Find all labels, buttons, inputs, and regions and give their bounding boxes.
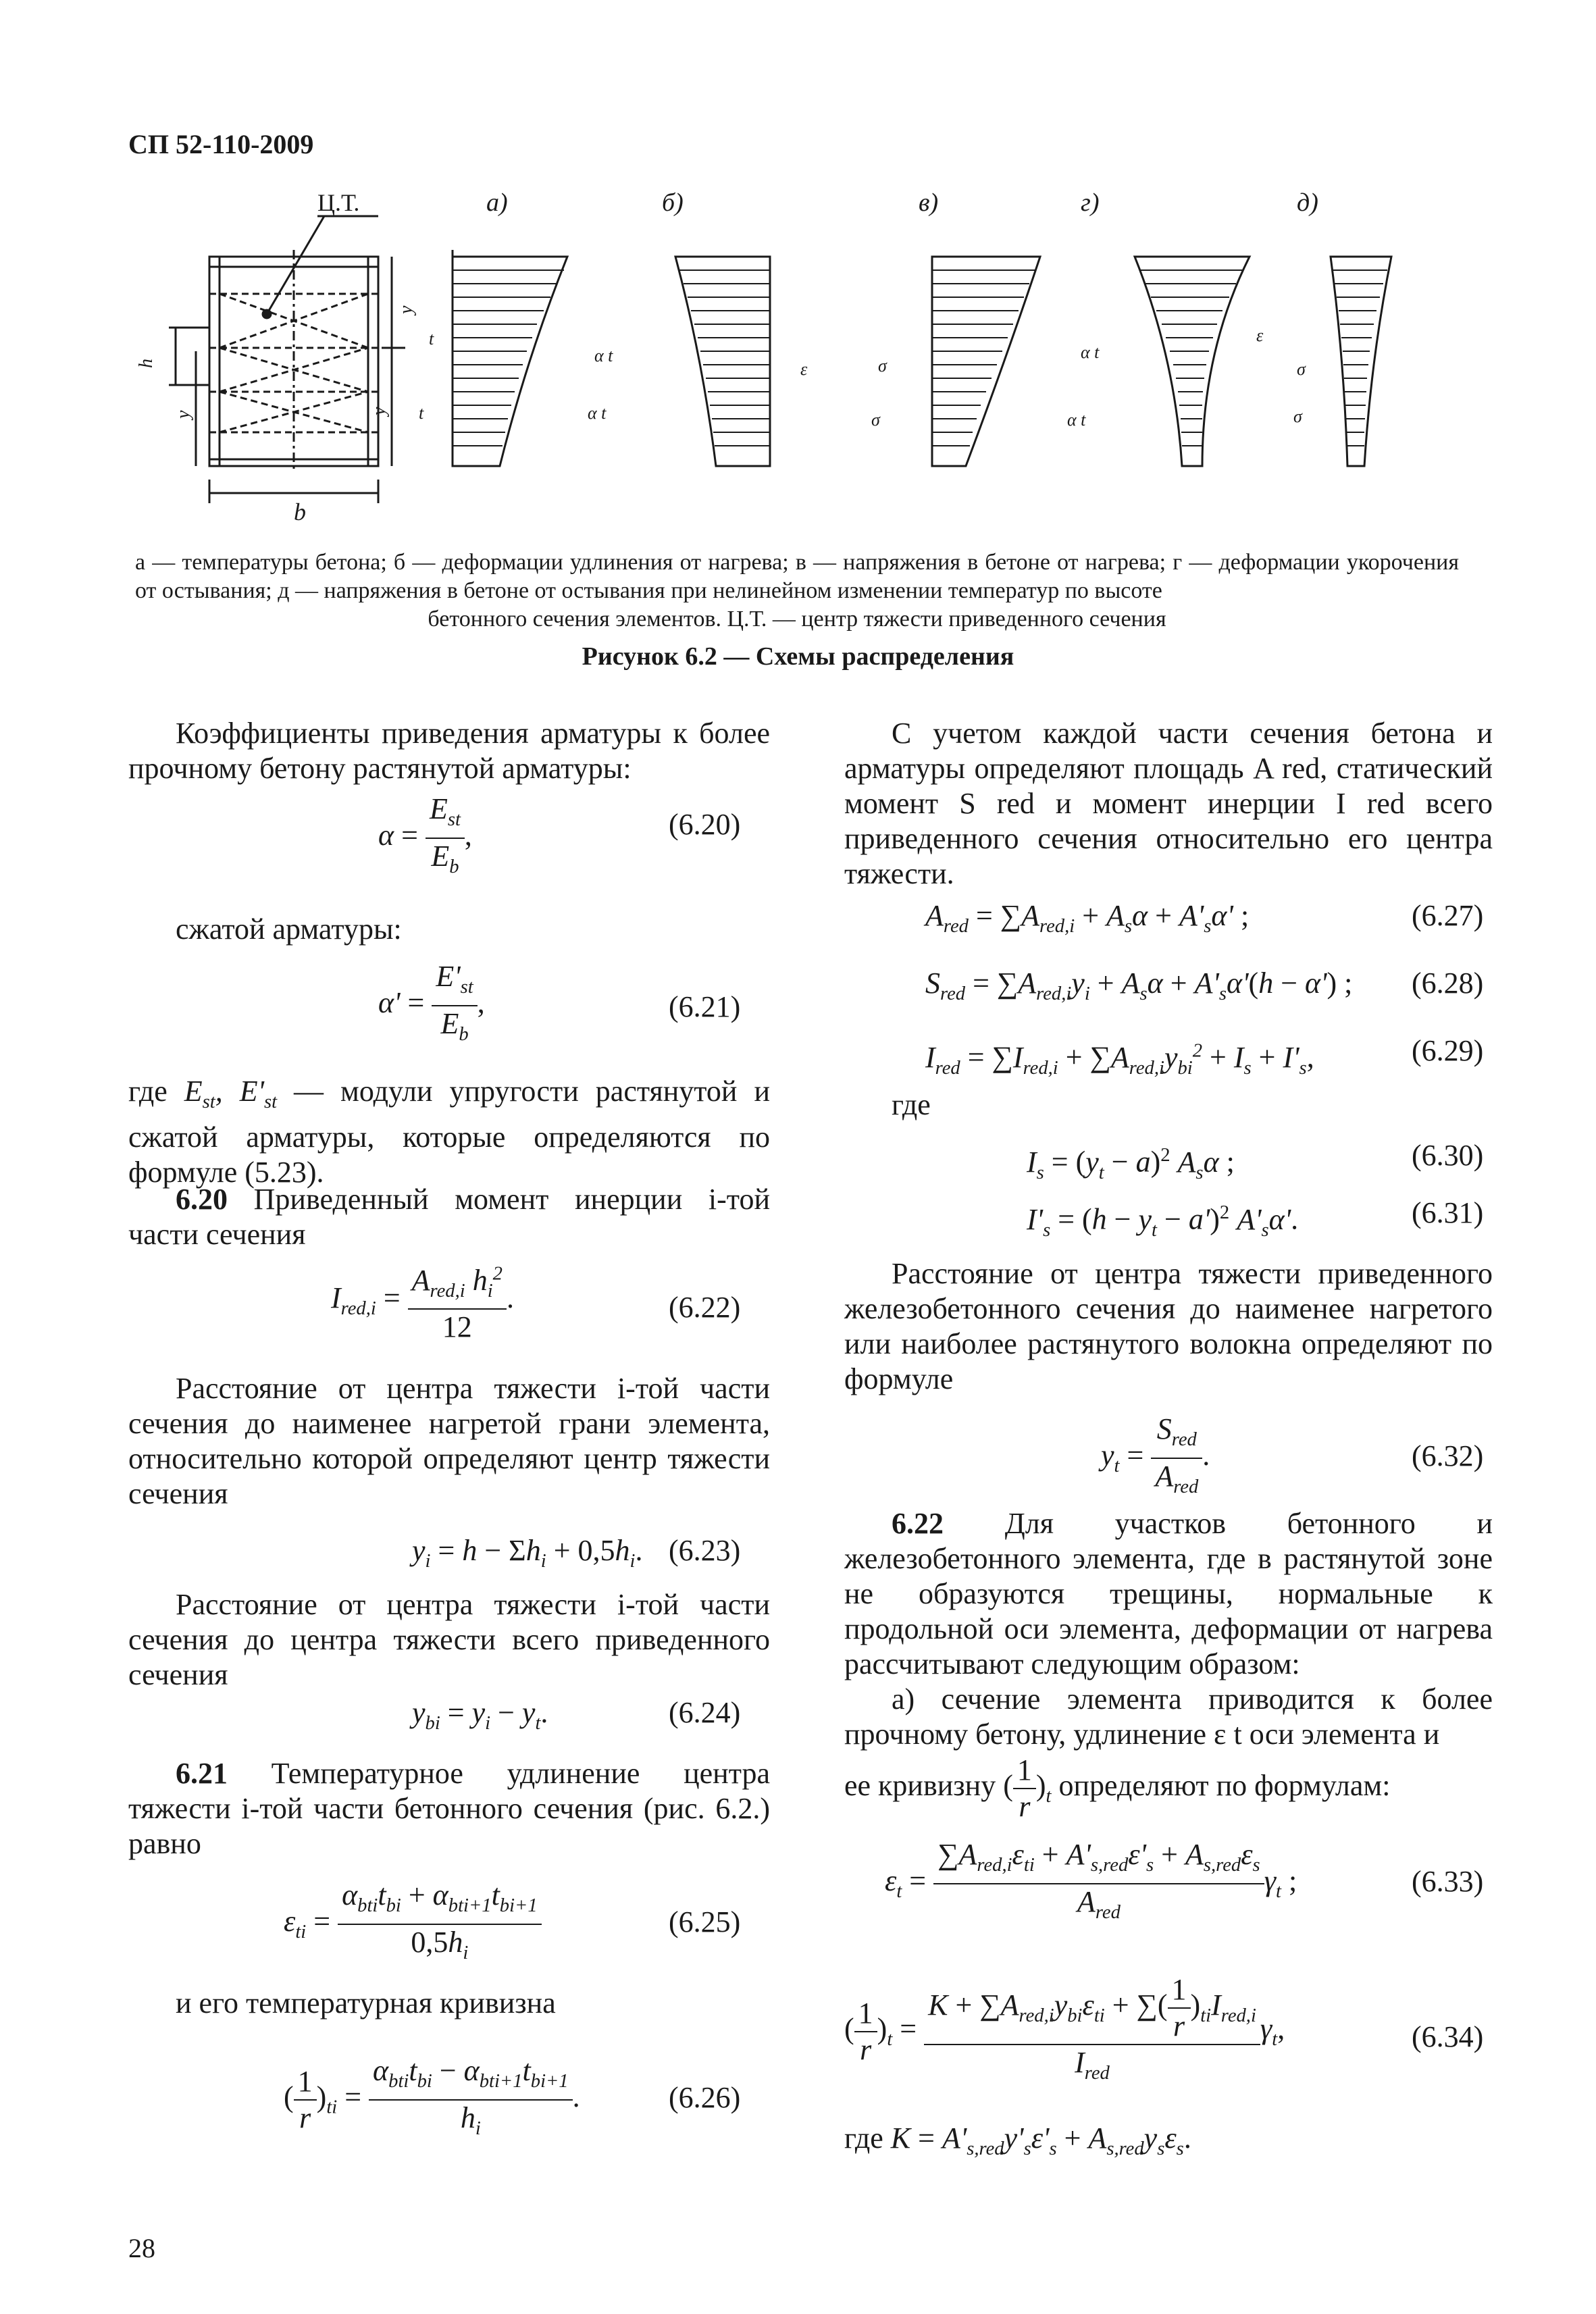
figure-legend: [135, 548, 1459, 634]
right-paragraph-k: где $K = A'_{s,red}y'_s\varepsilon'_s + A_{s,red}y_s\varepsilon_s$.: [844, 2122, 1191, 2159]
right-column: [844, 716, 1493, 2202]
equation-number-6-32: (6.32): [1412, 1439, 1484, 1472]
left-column: [128, 716, 770, 2202]
figure-legend-line-2: бетонного сечения элементов. Ц.Т. — центр тяжести приведенного сечения: [428, 607, 1166, 632]
svg-text:α t: α t: [1067, 410, 1086, 430]
equation-number-6-29: (6.29): [1412, 1034, 1484, 1067]
distribution-schemes-diagram: [122, 182, 1472, 534]
where-word: где: [128, 1075, 168, 1108]
left-paragraph-1: Коэффициенты приведения арматуры к более прочному бетону растянутой арматуры:: [128, 717, 770, 785]
clause-6-21-number: 6.21: [176, 1757, 228, 1790]
left-paragraph-3: где $E_{st}$, $E'_{st}$ — модули упругости растянутой и сжатой арматуры, которые определяются по формуле (5.23).: [128, 1075, 770, 1189]
equation-number-6-33: (6.33): [1412, 1865, 1484, 1898]
equation-number-6-28: (6.28): [1412, 967, 1484, 1000]
left-paragraph-4: [128, 1182, 770, 1252]
document-header: СП 52-110-2009: [128, 129, 314, 159]
page-number: 28: [128, 2233, 155, 2263]
svg-text:σ: σ: [1297, 359, 1306, 379]
where-k-label: где: [844, 2122, 883, 2155]
ct-label: Ц.Т.: [317, 189, 360, 216]
svg-text:t: t: [419, 403, 424, 423]
right-paragraph-5: ее кривизну ( $\frac{1}{r}$ )$_t$ определяют по формулам:: [844, 1753, 1391, 1823]
svg-text:y: y: [396, 305, 417, 314]
equation-6-25: $\varepsilon_{ti}$ = $\frac{\alpha_{bti}t_{bi} + \alpha_{bti+1}t_{bi+1}}{0,5h_i}$: [284, 1878, 542, 1971]
equation-6-28: $S_{red} = \sum A_{red,i}y_i + A_s\alpha + A'_s\alpha'(h - \alpha')$ ;: [925, 967, 1353, 1004]
equation-number-6-27: (6.27): [1412, 899, 1484, 932]
dim-b-label: b: [294, 498, 306, 525]
equation-number-6-34: (6.34): [1412, 2020, 1484, 2053]
left-paragraph-5: Расстояние от центра тяжести i-той части сечения до наименее нагретой грани элемента, относительно которой определяют центр тяжести сечения: [128, 1372, 770, 1510]
left-paragraph-2: сжатой арматуры:: [176, 912, 402, 946]
svg-text:y: y: [173, 410, 194, 419]
equation-number-6-24: (6.24): [669, 1696, 741, 1729]
right-paragraph-1: С учетом каждой части сечения бетона и арматуры определяют площадь A red, статический момент S red и момент инерции I red всего приведенного сечения относительно его центра тяжести.: [844, 717, 1493, 890]
equation-6-29: $I_{red} = \sum I_{red,i} + \sum A_{red,i}y_{bi}^2 + I_s + I'_s$,: [925, 1040, 1314, 1079]
curvature-intro: ее кривизну: [844, 1769, 996, 1803]
equation-6-32: $y_t$ = $\frac{S_{red}}{A_{red}}$ .: [1101, 1412, 1210, 1497]
figure-title: Рисунок 6.2 — Схемы распределения: [582, 642, 1014, 671]
svg-text:h: h: [136, 359, 157, 368]
svg-text:t: t: [429, 329, 434, 349]
equation-number-6-23: (6.23): [669, 1534, 741, 1567]
equation-6-27: $A_{red} = \sum A_{red,i} + A_s\alpha + A'_s\alpha'$ ;: [925, 899, 1250, 937]
label-d: д): [1297, 188, 1318, 217]
equation-6-33: $\varepsilon_t$ = $\frac{\sum A_{red,i}\varepsilon_{ti} + A'_{s,red}\varepsilon'_s + A_{s,red}\varepsilon_s}{A_{red}}$ $\gamma_t$ ;: [885, 1838, 1297, 1923]
left-paragraph-6: Расстояние от центра тяжести i-той части сечения до центра тяжести всего приведенного сечения: [128, 1588, 770, 1691]
svg-text:ε: ε: [800, 359, 808, 379]
where-label: где: [892, 1088, 931, 1121]
equation-number-6-31: (6.31): [1412, 1196, 1484, 1229]
left-paragraph-8: и его температурная кривизна: [176, 1986, 556, 2020]
svg-text:y: y: [369, 407, 390, 415]
clause-6-21-text: Температурное удлинение центра тяжести i-той части бетонного сечения (рис. 6.2.) равно: [128, 1757, 770, 1860]
figure-6-2: [122, 182, 1472, 534]
label-g: г): [1081, 188, 1100, 217]
label-v: в): [919, 188, 939, 217]
clause-6-20-number: 6.20: [176, 1183, 228, 1216]
equation-6-30: $I_s = (y_t - a)^2$ $A_s\alpha$ ;: [1027, 1145, 1235, 1183]
equation-6-22: $I_{red,i}$ = $\frac{A_{red,i} h_i^2}{12}$ .: [331, 1256, 514, 1345]
svg-text:σ: σ: [871, 410, 880, 430]
label-a: а): [486, 188, 508, 217]
clause-6-22-number: 6.22: [892, 1507, 944, 1540]
left-paragraph-7: [128, 1756, 770, 1861]
equation-number-6-25: (6.25): [669, 1905, 741, 1938]
equation-6-34: ( $\frac{1}{r}$ )$_t$ = $K + \sum A_{red,i}y_{bi}\varepsilon_{ti}$ + ∑( $\frac{1}{r}$ )$_{ti}I_{red,i}$ $I_{red}$ $\gamma_t$,: [844, 1973, 1285, 2084]
right-paragraph-3: [844, 1506, 1493, 1682]
equation-number-6-30: (6.30): [1412, 1139, 1484, 1172]
svg-text:σ: σ: [878, 356, 887, 376]
equation-number-6-26: (6.26): [669, 2081, 741, 2114]
svg-text:ε: ε: [1256, 326, 1264, 345]
label-b: б): [662, 188, 684, 217]
equation-number-6-21: (6.21): [669, 990, 741, 1023]
modulus-definition: — модули упругости растянутой и сжатой арматуры, которые определяются по формуле (5.23).: [128, 1075, 770, 1189]
right-paragraph-2: Расстояние от центра тяжести приведенного железобетонного сечения до наименее нагретого или наиболее растянутого волокна определяют по формуле: [844, 1257, 1493, 1395]
svg-text:α t: α t: [594, 346, 613, 365]
equation-6-26: ( $\frac{1}{r}$ )$_{ti}$ = $\frac{\alpha_{bti}t_{bi} - \alpha_{bti+1}t_{bi+1}}{h_i}$ .: [284, 2054, 580, 2139]
figure-legend-line-1: а — температуры бетона; б — деформации удлинения от нагрева; в — напряжения в бетоне от нагрева; г — деформации укорочения от остывания; д — напряжения в бетоне от остывания при нелинейном изменении температур по высоте: [135, 550, 1459, 603]
curvature-outro: определяют по формулам:: [1058, 1769, 1391, 1803]
equation-6-20: α = $\frac{E_{st}}{E_b}$ ,: [378, 792, 472, 877]
equation-6-24: $y_{bi} = y_i - y_t$.: [412, 1696, 548, 1734]
clause-6-22-text: Для участков бетонного и железобетонного элемента, где в растянутой зоне не образуются трещины, нормальные к продольной оси элемента, деформации от нагрева рассчитывают следующим образом:: [844, 1507, 1493, 1680]
right-paragraph-4: а) сечение элемента приводится к более прочному бетону, удлинение ε t оси элемента и: [844, 1682, 1493, 1751]
equation-6-31: $I'_s = (h - y_t - a')^2$ $A'_s\alpha'$.: [1027, 1202, 1299, 1241]
clause-6-20-text: Приведенный момент инерции i-той части сечения: [128, 1183, 770, 1251]
svg-text:α t: α t: [1081, 342, 1100, 362]
svg-text:α t: α t: [588, 403, 607, 423]
equation-6-23: $y_i = h - \Sigma h_i + 0,5h_i$.: [412, 1534, 643, 1572]
equation-number-6-20: (6.20): [669, 808, 741, 841]
equation-6-21: α' = $\frac{E'_{st}}{E_b}$ ,: [378, 960, 485, 1045]
svg-text:σ: σ: [1293, 407, 1302, 426]
equation-number-6-22: (6.22): [669, 1291, 741, 1324]
